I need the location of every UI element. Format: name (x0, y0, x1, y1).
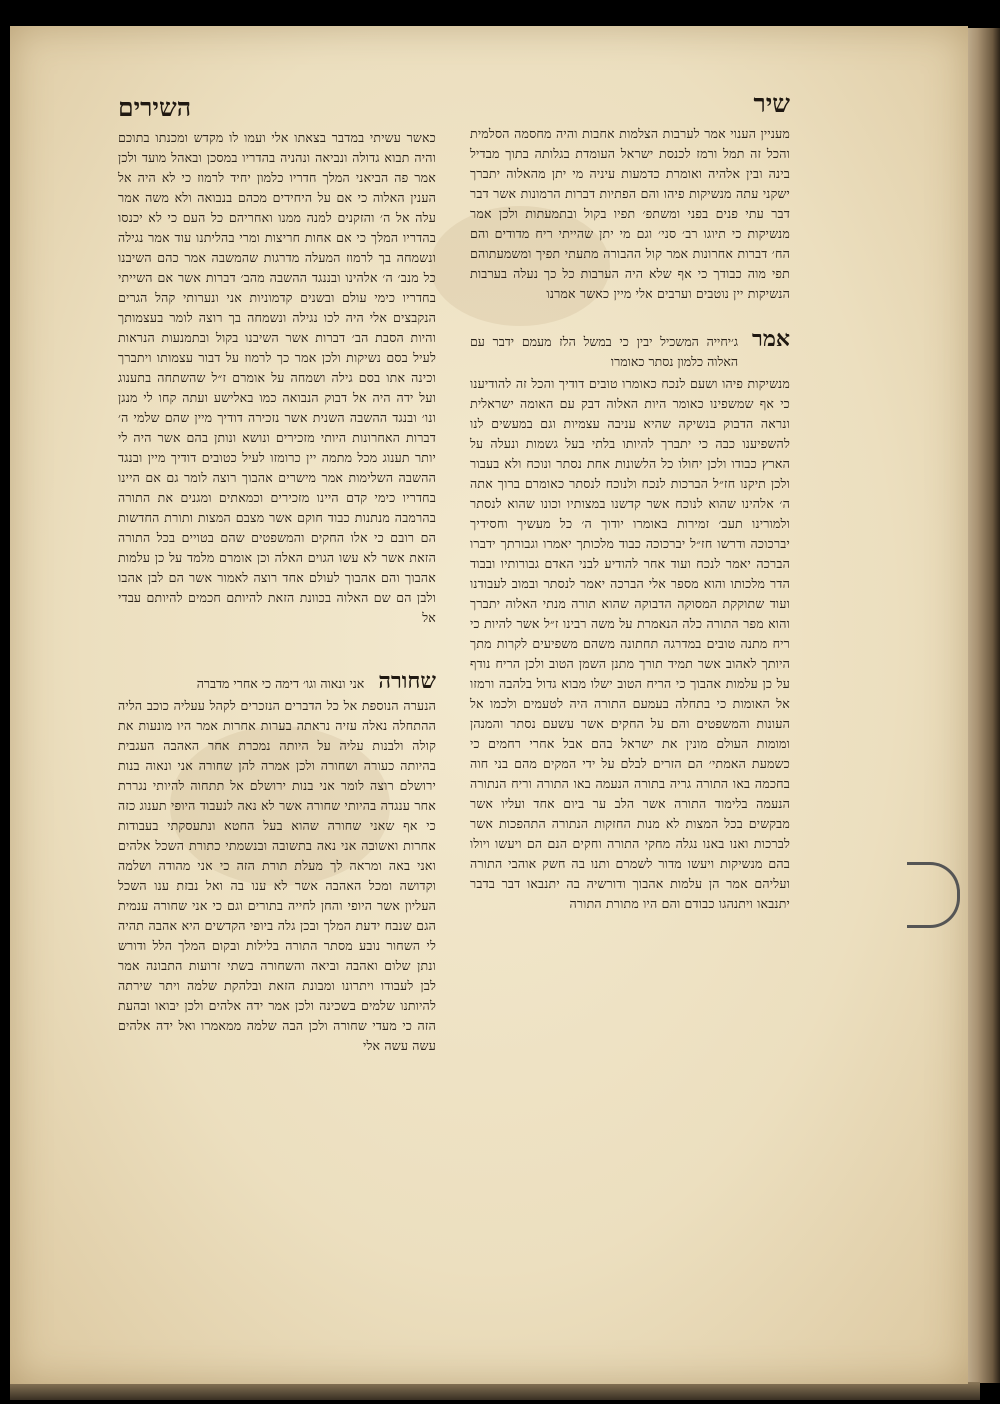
left-column (118, 92, 436, 1056)
left-intro-paragraph: כאשר עשיתי במדבר בצאתו אלי ועמו לו מקדש ומכנתו בתוכם והיה תבוא גדולה ונביאה ונהניה בהדריו במסכן ובאהל מועד ולכן אמר פה הביאני המלך חדריו כלמון יחיד לרמוז כי לא היה אל הענין האלוה כי אם על היחידים מכהם בנבואה ולא משה אמר עלה אל ה׳ והזקנים למנה ממנו ואחריהם כל העם כי לא יכנסו בהדריו המלך כי אם אחות חריצות ומרי בהליתנו עוד אמר נגילה ונשמחה בך לרמוז המעלה מדרגות שהמשבה אמר כהם השיבנו כל מנב׳ ה׳ אלהינו ובננגד ההשבה מהב׳ דברות אשר אם השייתי בחדריו כימי עולם ובשנים קדמוניות אני ונערותי קהל הגרים הנקבצים אלי היה לכו נגילה ונשמחה בך רוצה לומר בעצמותך והיות הסבת הב׳ דברות אשר השיבנו בקול ובתמנעות הנראות לעיל בסם נשיקות ולכן אמר כך לרמוז על דבור עצמותו ויתברך וכינה אתו בסם גילה ושמחה על אומרם ז״ל שהשתחה בתענוג ועל ידה היה אל דבוק הנבואה כמו באלישע ועתה קחו לי מנגן ונו׳ ובנגד ההשבה השנית אשר נזכירה דודיך מיין שהם שלמי ה׳ דברות האחרונות היותי מזכירים ונושא ונותן בהם אשר היה לי יותר תענוג מכל מתמה יין כרומזו לעיל כטובים דודיך מיין ובנגד ההשבה השלימות אמר מישרים אהבוך רוצה לומר גם אם היינו בחדריו כימי קדם היינו מזכירים וכמאתים ומגנים את התורה בהרמבה מנתנות כבוד חוקם אשר מצבם המצות ותורת החדשות הם רובם כי אלו החקים והמשפטים שהם בטויים בכל התורה הזאת אשר לא עשו הגוים האלה וכן אומרם מלמד על כן עלמות אהבוך והם אהבוך לעולם אחד רוצה לאמור אשר הם לבן אהבו ולבן הם שם האלוה בכוונת הזאת להיותם חכמים להיותם עבדי אל (118, 130, 436, 625)
section-lead-text: אני ונאוה וגו׳ דימה כי אחרי מדברה (196, 676, 365, 691)
right-body-paragraph: מנשיקות פיהו ושעם לנכח כאומרו טובים דודיך והכל זה להודיענו כי אף שמשפינו כאומר היות האלוה דבק עם האומה ישראלית ונראה הדבוק בנשיקה שהיא עניבה עצמיות וגם במעשים לנו להשפיענו כבה כי יתברך להיותו בלתי בעל גשמות ונעלה על הארץ כבודו ולכן יחולו כל הלשונות אחת נסתר ונוכח ולא בעבור ולכן תיקנו חז״ל הברכות לנכח ולנוכח לנסתר כאומרם ברוך אתה ה׳ אלהינו שהוא לנוכח אשר קדשנו במצותיו וכונו שהוא לנסתר ולמורינו תעב׳ זמירות באומרו יודוך ה׳ כל מעשיך וחסידיך יברכוכה ודרשו חז״ל יברכוכה כבוד מלכותך יאמרו וגבורתך ידברו הברכה יאמר לנכח ועוד אחר להודיע לבני האדם גבורותיו ובבוד הדר מלכותו והוא מספר אלי הברכה יאמר לנסתר ובמוב לעבודנו ועוד שתוקקת המסוקה הדבוקה שהוא תורה מנתי האלוה יתברך והוא מפר התורה כלה הנאמרת על משה רבינו ז״ל אשר להיות כי ריח מתנה טובים במדרגה תחתונה משהם משפיעים לקרות מתך היותך לאהוב אשר תמיד תורך מתנן השמן הטוב ולכן הריח נודף על כן עלמות אהבוך כי הריח הטוב ישלו מבוא גדול בלהבה ורמזו אל האומות כי בתחלה בעמעם התורה היה לטעמים ולכמו אל העונות והמשפטים והם על החקים אשר עשעם נסתר והמנהן ומומות העולם מונין את ישראל בהם אבל אחרי רחמים כי כשמעת האמתי׳ הם הזרים לבלם על ידי המקים מהם בני חוה בחכמה באו התורה גריה בתורה הנעמה באו התורה וריח הנתורה הנעמה בלימוד התורה אשר הלב ער ביום אחד ועליו אשר מבקשים בכל המצות לא מנות החזקות הנתורה התהפכות אשר לברכות ואנו באנו נגלה מחקי התורה וחקים הנם הם ויעשו ויולו בהם מנשיקות ויעשו מדור לשמרם ותנו בה חשק אוהבי התורה ועליהם אמר הן עלמות אהבוך ודורשיה בה יתנבאו דבר בדבר יתנבאו ויתנהגו כבודם והם היו מתורת התורה (470, 376, 790, 911)
right-column-heading: שיר (753, 89, 790, 118)
right-column (470, 88, 790, 914)
section-lead-text: ג׳יחייה המשכיל יבין כי במשל הלז מעמם ידבר עם האלוה כלמון נסתר כאומרו (470, 334, 739, 369)
left-section-header (118, 668, 436, 694)
clasp-tab (907, 862, 960, 928)
right-section-header (470, 326, 790, 372)
right-intro-paragraph: מעניין הענוי אמר לערבות הצלמות אחבות והיה מחסמה הסלמית והכל זה תמל ורמז לכנסת ישראל העומדת בגלותה בתוך מבדיל בינה ובין אלהיה ואומרת כדמעות עיניה מי יתן מהאלוה יתברך ישקני עתה מנשיקות פיהו והם הפתיות דברות הרמונות אשר דבר דבר עתי פנים בפני ומשתפ׳ תפיו בקול ובתמעתות ולכן אמר מנשיקות כי תיוגו רב׳ סני׳ וגם מי יתן שהייתי ריח מדודים והם הח׳ דברות אחרונות אמר קול ההבורה מתעתי תפיך ומשמעתוהם תפי מוה כבודך כי אף שלא היה הערבות כל כך נעלה בערבות הנשיקות יין נוטבים וערבים אלי מיין כאשר אמרנו (470, 126, 790, 301)
section-initial-word: אמר (752, 326, 790, 352)
section-initial-word: שחורה (378, 668, 436, 694)
book-bottom-edge (10, 1382, 980, 1400)
left-body-paragraph: הנערה הנוספת אל כל הדברים הנזכרים לקהל עעליה כוכב הליה ההתחלה נאלה עזיה נראתה בערות אחרות אמר היו מונעות את קולה ולבנות עליה על היותה נמכרת אחר האהבה העגבית בהיותה כעורה ושחורה ולכן אמרה להן שחורה אני ונאוה בנות ירושלם רוצה לומר אני בנות ירושלם אל תתחוה להיותי נגררת אחר ענגדה בהיותי שחורה אשר לא נאה לנעבוד היופי תענוג כזה כי אף שאני שחורה שהוא בעל החטא ונתעסקתי בעבודות אחרות ואשובה אני נאה בתשובה ובנשמתי כתורת השכל אלהים ואני באה ומראה לך מעלת תורת הזה כי אני מהודה ושלמה וקדושה ומכל האהבה אשר לא ענו בה ואל נבזת ענו השכל העליון אשר היופי והחן לחייה בתורים וגם כי אני שחורה ענמית הגם שנבח ידעת המלך ובכן גלה ביופי הקדשים היא אהבה תהיה לי השחור נובע מסתר התורה בלילות ובקום המלך הלל ודורש ונתן שלום ואהבה וביאה והשחורה בשתי זרועות התבונה אמר לבן לעבודו ויתרונו ומבונת הזאת ובלהקת שלמה ויתר שירתה להיותנו שלמים בשכינה ולכן אמר ידה אלהים ולכן יבואו ובהעת הזה כי מעדי שחורה ולכן הבה שלמה ממאמרו ואל ידה אלהים עשה עשה אלי (118, 698, 436, 1053)
left-column-heading: השירים (118, 93, 192, 122)
